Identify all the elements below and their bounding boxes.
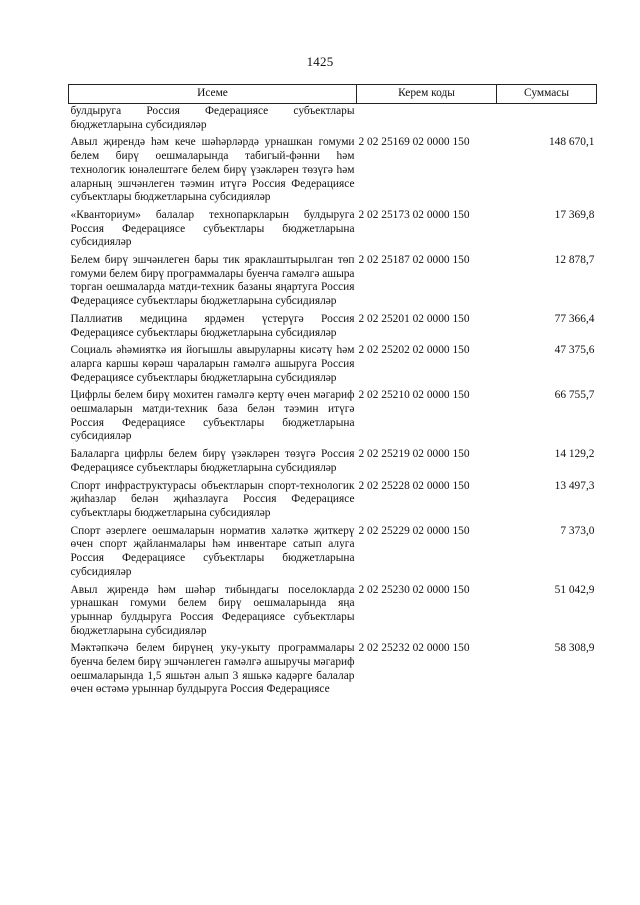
table-header [69, 85, 597, 104]
table-row [69, 640, 597, 699]
table-row [69, 342, 597, 387]
column-header-sum: Суммасы [497, 85, 597, 104]
page-number: 1425 [306, 54, 334, 69]
budget-table [68, 84, 597, 699]
table-row [69, 252, 597, 311]
row-name: Цифрлы белем бирү мохитен гамәлгә кертү өчен мәгариф оешмаларын матди-техник база белән тәэмин итүгә Россия Федерациясе субъектлары бюджетларына субсидияләр [70, 389, 355, 443]
row-name: Авыл җирендә һәм кече шәһәрләрдә урнашкан гомуми белем бирү оешмаларында табигый-фәнни һәм технологик юнәлештәге белем бирү үзәкләрен төзүгә һәм аларның эшчәнлеген тәэмин итүгә Россия Федерациясе субъектлары бюджетларына субсидияләр [70, 136, 355, 204]
row-code: 2 02 25202 02 0000 150 [358, 344, 470, 357]
row-sum: 47 375,6 [554, 344, 595, 357]
row-name: Мәктәпкәчә белем бирүнең уку-укыту программалары буенча белем бирү эшчәнлеген гамәлгә ашыручы мәгариф оешмаларында 1,5 яшьтән алып 3 яшькә кадәрге балалар өчен өстәмә урыннар булдыруга Россия Федерациясе [70, 642, 355, 696]
table-row [69, 207, 597, 252]
row-name: «Кванториум» балалар технопаркларын булдыруга Россия Федерациясе субъектлары бюджетларына субсидияләр [70, 208, 355, 249]
column-header-code: Керем коды [357, 85, 497, 104]
row-sum: 58 308,9 [554, 642, 595, 655]
row-sum: 17 369,8 [554, 208, 595, 221]
row-code: 2 02 25173 02 0000 150 [358, 208, 470, 221]
row-name: булдыруга Россия Федерациясе субъектлары бюджетларына субсидияләр [70, 105, 355, 131]
row-code: 2 02 25219 02 0000 150 [358, 448, 470, 461]
row-code: 2 02 25201 02 0000 150 [358, 312, 470, 325]
table-row [69, 523, 597, 582]
row-code: 2 02 25232 02 0000 150 [358, 642, 470, 655]
row-name: Авыл җирендә һәм шәһәр тибындагы поселокларда урнашкан гомуми белем бирү оешмаларында яңа урыннар булдыруга Россия Федерациясе субъектлары бюджетларына субсидияләр [70, 583, 355, 637]
row-code [357, 104, 497, 135]
row-code: 2 02 25169 02 0000 150 [358, 136, 470, 149]
table-row [69, 387, 597, 446]
row-sum: 14 129,2 [554, 448, 595, 461]
table-body [69, 104, 597, 700]
table-row [69, 104, 597, 135]
column-header-name: Исеме [69, 85, 357, 104]
row-name: Спорт әзерлеге оешмаларын норматив халәткә җиткерү өчен спорт җайланмалары һәм инвентаре сатып алуга Россия Федерациясе субъектлары бюджетларына субсидияләр [70, 524, 355, 578]
row-code: 2 02 25230 02 0000 150 [358, 583, 470, 596]
row-sum: 51 042,9 [554, 583, 595, 596]
row-code: 2 02 25210 02 0000 150 [358, 389, 470, 402]
table-row [69, 311, 597, 342]
row-name: Паллиатив медицина ярдәмен үстерүгә Россия Федерациясе субъектлары бюджетларына субсидияләр [70, 312, 355, 339]
row-sum: 148 670,1 [548, 136, 595, 149]
header-row [69, 85, 597, 104]
row-name: Спорт инфраструктурасы объектларын спорт-технологик җиһазлар белән җиһазлауга Россия Федерациясе субъектлары бюджетларына субсидияләр [70, 479, 355, 519]
table-row [69, 478, 597, 523]
row-name: Балаларга цифрлы белем бирү үзәкләрен төзүгә Россия Федерациясе субъектлары бюджетларына субсидияләр [70, 448, 355, 474]
row-sum: 77 366,4 [554, 312, 595, 325]
row-name: Белем бирү эшчәнлеген бары тик яраклаштырылган төп гомуми белем бирү программалары буенча гамәлгә ашыра торган оешмаларда матди-техник базаны яңартуга Россия Федерациясе субъектлары бюджетларына субсидияләр [70, 254, 355, 308]
row-code: 2 02 25228 02 0000 150 [358, 479, 470, 492]
table-row [69, 582, 597, 641]
row-sum [497, 104, 597, 135]
row-code: 2 02 25229 02 0000 150 [358, 524, 470, 537]
row-name: Социаль әһәмияткә ия йогышлы авыруларны кисәтү һәм аларга каршы көрәш чараларын гамәлгә ашыруга Россия Федерациясе субъектлары бюджетларына субсидияләр [70, 344, 355, 384]
table-row [69, 134, 597, 207]
row-sum: 7 373,0 [560, 524, 595, 537]
row-sum: 66 755,7 [554, 389, 595, 402]
row-code: 2 02 25187 02 0000 150 [358, 254, 470, 267]
row-sum: 12 878,7 [554, 254, 595, 267]
row-sum: 13 497,3 [554, 479, 595, 492]
table-row [69, 446, 597, 477]
